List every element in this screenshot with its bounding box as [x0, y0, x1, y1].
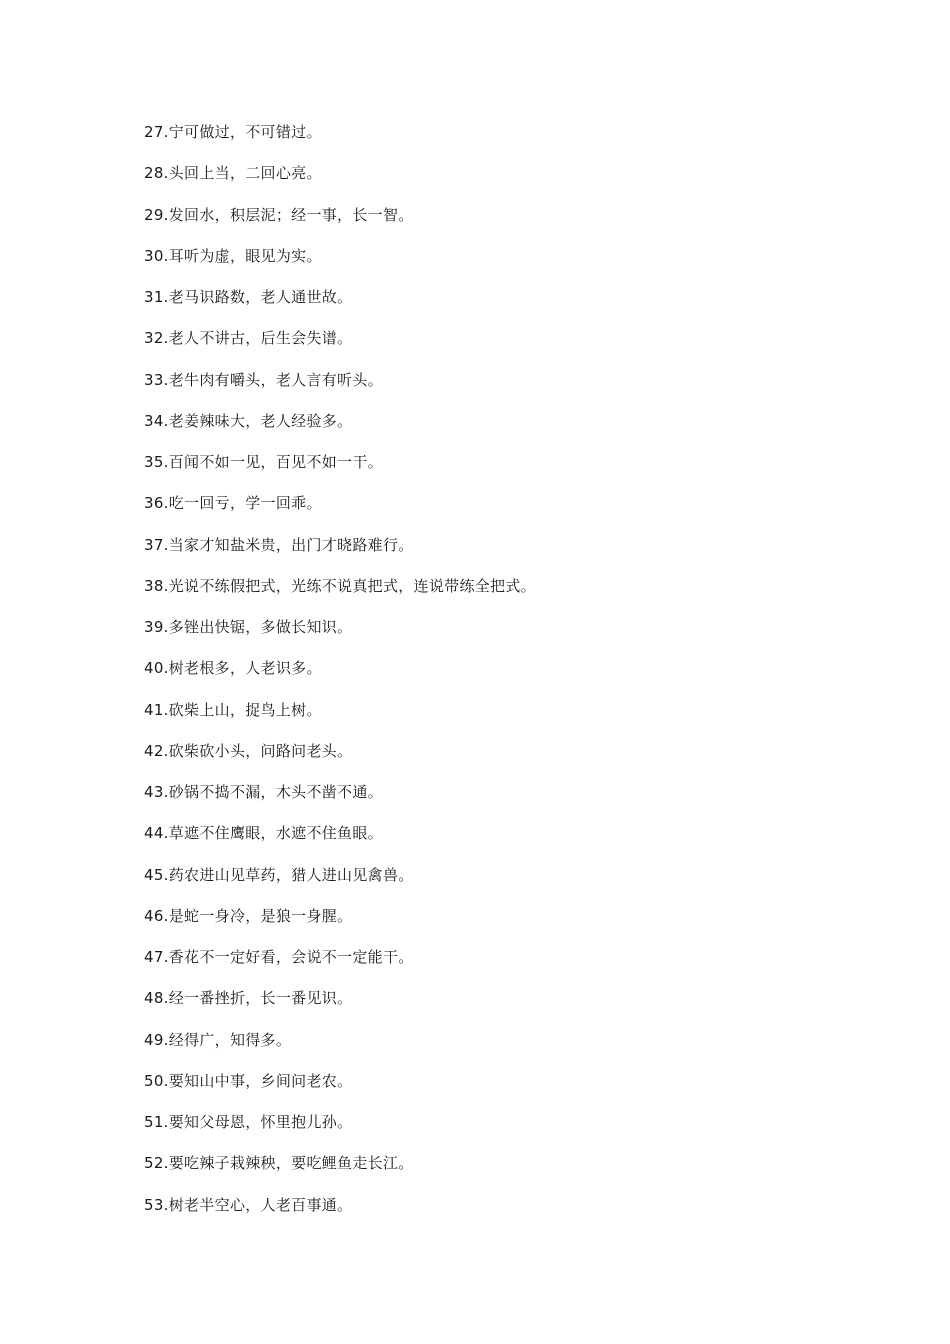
proverb-line: 53.树老半空心，人老百事通。	[144, 1195, 353, 1214]
proverb-line: 32.老人不讲古，后生会失谱。	[144, 329, 353, 348]
proverb-line: 40.树老根多，人老识多。	[144, 659, 322, 678]
proverb-line: 29.发回水，积层泥；经一事，长一智。	[144, 205, 414, 224]
proverb-line: 33.老牛肉有嚼头，老人言有听头。	[144, 370, 383, 389]
proverb-line: 51.要知父母恩，怀里抱儿孙。	[144, 1113, 353, 1131]
proverb-line: 48.经一番挫折，长一番见识。	[144, 989, 353, 1008]
proverb-line: 47.香花不一定好看，会说不一定能干。	[144, 948, 414, 966]
proverb-line: 34.老姜辣味大，老人经验多。	[144, 411, 353, 430]
proverb-line: 52.要吃辣子栽辣秧，要吃鲤鱼走长江。	[144, 1154, 414, 1173]
proverb-line: 39.多锉出快锯，多做长知识。	[144, 618, 353, 636]
proverb-line: 49.经得广，知得多。	[144, 1030, 292, 1049]
proverb-line: 36.吃一回亏，学一回乖。	[144, 494, 322, 513]
proverb-line: 46.是蛇一身冷，是狼一身腥。	[144, 906, 353, 925]
proverb-list	[144, 120, 904, 1234]
proverb-line: 38.光说不练假把式，光练不说真把式，连说带练全把式。	[144, 576, 536, 595]
proverb-line: 35.百闻不如一见，百见不如一干。	[144, 453, 383, 471]
proverb-line: 30.耳听为虚，眼见为实。	[144, 246, 322, 265]
proverb-line: 43.砂锅不捣不漏，木头不凿不通。	[144, 783, 383, 801]
proverb-line: 44.草遮不住鹰眼，水遮不住鱼眼。	[144, 824, 383, 843]
proverb-line: 31.老马识路数，老人通世故。	[144, 288, 353, 306]
proverb-line: 41.砍柴上山，捉鸟上树。	[144, 700, 322, 719]
proverb-line: 27.宁可做过，不可错过。	[144, 123, 322, 141]
proverb-line: 50.要知山中事，乡间问老农。	[144, 1071, 353, 1090]
proverb-line: 42.砍柴砍小头，问路问老头。	[144, 741, 353, 760]
proverb-line: 45.药农进山见草药，猎人进山见禽兽。	[144, 865, 414, 884]
proverb-line: 37.当家才知盐米贵，出门才晓路难行。	[144, 535, 414, 554]
proverb-line: 28.头回上当，二回心亮。	[144, 164, 322, 183]
